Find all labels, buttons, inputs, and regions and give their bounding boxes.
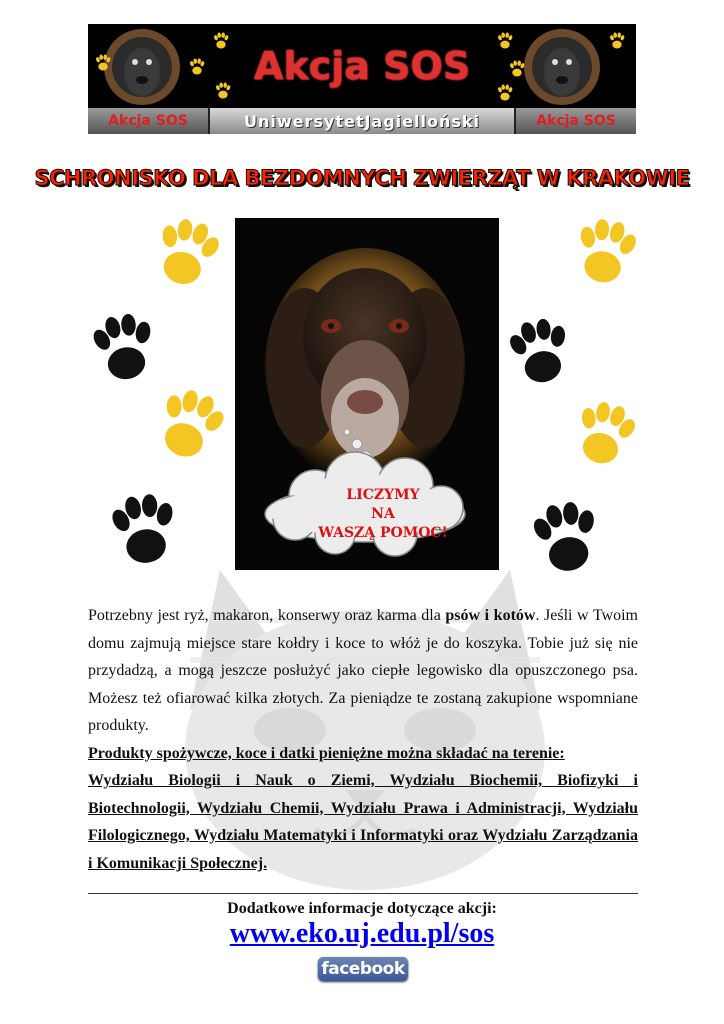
divider bbox=[88, 893, 638, 894]
bubble-text bbox=[300, 486, 466, 543]
bubble-line: WASZĄ POMOC! bbox=[318, 525, 448, 541]
banner bbox=[88, 24, 636, 134]
paw-icon bbox=[150, 218, 222, 290]
banner-right-label: Akcja SOS bbox=[516, 108, 636, 134]
website-link[interactable]: www.eko.uj.edu.pl/sos bbox=[229, 918, 495, 949]
facebook-button[interactable]: facebook bbox=[318, 957, 408, 981]
paw-icon bbox=[570, 395, 638, 475]
paragraph-dropoff-heading: Produkty spożywcze, koce i datki pieniężne można składać na terenie: bbox=[88, 744, 565, 762]
emphasis-pets: psów i kotów bbox=[445, 607, 536, 624]
paw-icon bbox=[88, 305, 160, 393]
headline: SCHRONISKO DLA BEZDOMNYCH ZWIERZĄT W KRAKOWIE bbox=[34, 166, 690, 190]
paragraph-intro bbox=[88, 602, 638, 740]
paw-icon bbox=[570, 215, 640, 291]
info-label: Dodatkowe informacje dotyczące akcji: bbox=[227, 900, 497, 917]
banner-center-label: UniwersytetJagielloński bbox=[208, 108, 516, 134]
banner-left-label: Akcja SOS bbox=[88, 108, 208, 134]
banner-title: Akcja SOS bbox=[253, 44, 471, 88]
text-span: Potrzebny jest ryż, makaron, konserwy oraz karma dla bbox=[88, 607, 446, 624]
text-span: . Jeśli w Twoim domu zajmują miejsce stare kołdry i koce to włóż je do koszyka. Tobie już się nie przydadzą, a mogą jeszcze posłużyć jako ciepłe legowisko dla opuszczonego psa. Możesz też ofiarować kilka złotych. Za pieniądze te zostaną zakupione wspomniane produkty. bbox=[88, 607, 638, 734]
bubble-line: NA bbox=[371, 506, 395, 522]
paragraph-locations: Wydziału Biologii i Nauk o Ziemi, Wydziału Biochemii, Biofizyki i Biotechnologii, Wydziału Chemii, Wydziału Prawa i Administracji, Wydziału Filologicznego, Wydziału Matematyki i Informatyki oraz Wydziału Zarządzania i Komunikacji Społecznej. bbox=[88, 772, 638, 872]
paw-icon bbox=[152, 386, 226, 466]
paw-icon bbox=[505, 305, 575, 401]
banner-bar bbox=[88, 108, 636, 134]
body-text bbox=[88, 602, 638, 877]
bubble-line: LICZYMY bbox=[346, 487, 420, 503]
